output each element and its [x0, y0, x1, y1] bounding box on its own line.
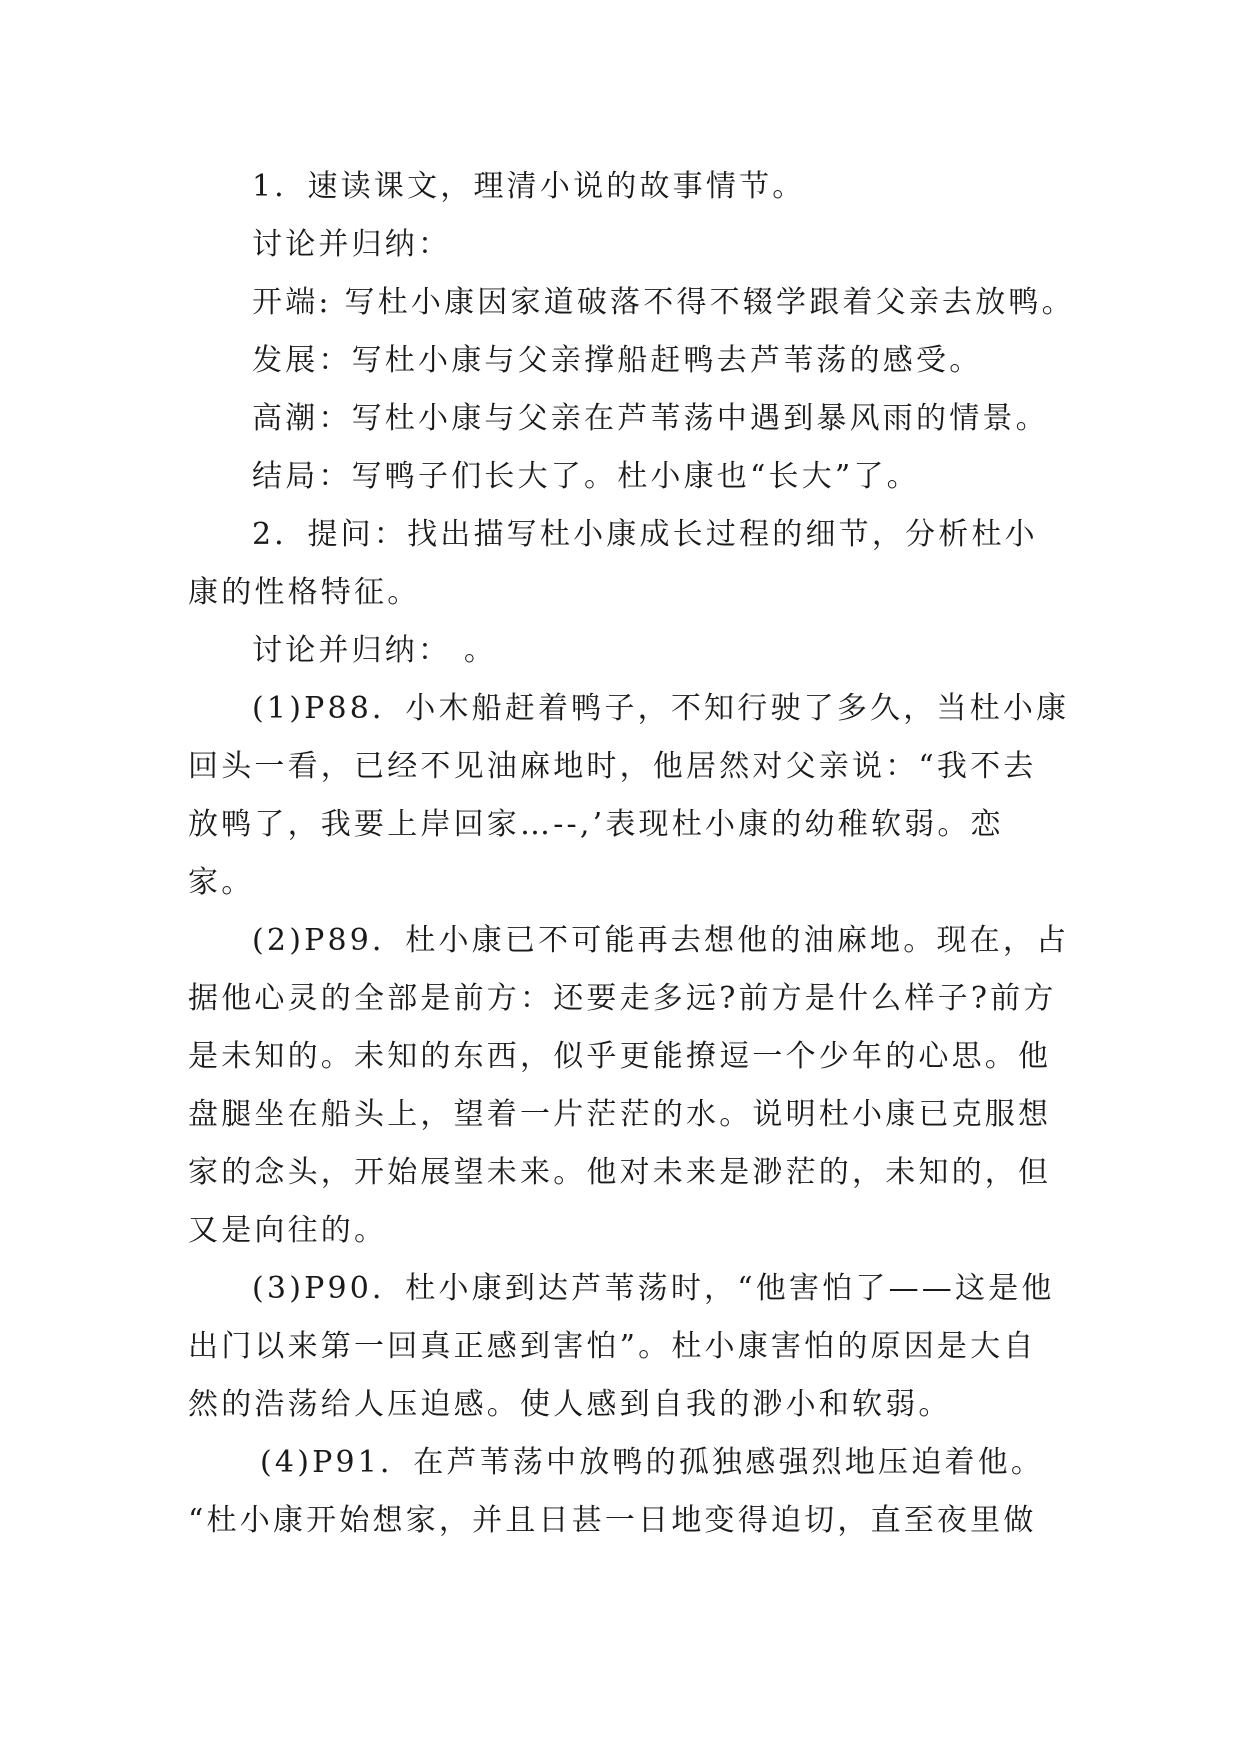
- step-2-heading: 2．提问：找出描写杜小康成长过程的细节，分析杜小: [252, 517, 1038, 552]
- detail-1-line-4: 家。: [188, 865, 255, 900]
- step-1-heading: 1．速读课文，理清小说的故事情节。: [252, 169, 806, 204]
- detail-3-line-1: (3)P90．杜小康到达芦苇荡时，“他害怕了——这是他: [252, 1271, 1055, 1306]
- detail-1-line-2: 回头一看，已经不见油麻地时，他居然对父亲说：“我不去: [188, 749, 1037, 784]
- detail-4-line-1: (4)P91．在芦苇荡中放鸭的孤独感强烈地压迫着他。: [260, 1445, 1045, 1480]
- plot-ending: 结局：写鸭子们长大了。杜小康也“长大”了。: [252, 459, 920, 494]
- plot-climax: 高潮：写杜小康与父亲在芦苇荡中遇到暴风雨的情景。: [252, 401, 1049, 436]
- detail-2-line-4: 盘腿坐在船头上，望着一片茫茫的水。说明杜小康已克服想: [188, 1097, 1052, 1132]
- detail-1-line-1: (1)P88．小木船赶着鸭子，不知行驶了多久，当杜小康: [252, 691, 1070, 726]
- detail-2-line-2: 据他心灵的全部是前方：还要走多远?前方是什么样子?前方: [188, 981, 1057, 1016]
- plot-beginning: 开端: 写杜小康因家道破落不得不辍学跟着父亲去放鸭。: [252, 285, 1075, 320]
- detail-4-line-2: “杜小康开始想家，并且日甚一日地变得迫切，直至夜里做: [188, 1503, 1037, 1538]
- discussion-label-2: 讨论并归纳： 。: [252, 633, 498, 668]
- document-body: [188, 158, 1075, 1550]
- detail-2-line-1: (2)P89．杜小康已不可能再去想他的油麻地。现在，占: [252, 923, 1070, 958]
- detail-2-line-3: 是未知的。未知的东西，似乎更能撩逗一个少年的心思。他: [188, 1039, 1052, 1074]
- detail-1-line-3: 放鸭了，我要上岸回家…--,’表现杜小康的幼稚软弱。恋: [188, 807, 1004, 842]
- detail-3-line-3: 然的浩荡给人压迫感。使人感到自我的渺小和软弱。: [188, 1387, 952, 1422]
- detail-3-line-2: 出门以来第一回真正感到害怕”。杜小康害怕的原因是大自: [188, 1329, 1037, 1364]
- discussion-label: 讨论并归纳：: [252, 227, 452, 262]
- plot-development: 发展：写杜小康与父亲撑船赶鸭去芦苇荡的感受。: [252, 343, 983, 378]
- step-2-heading-cont: 康的性格特征。: [188, 575, 421, 610]
- detail-2-line-5: 家的念头，开始展望未来。他对未来是渺茫的，未知的，但: [188, 1155, 1052, 1190]
- detail-2-line-6: 又是向往的。: [188, 1213, 388, 1248]
